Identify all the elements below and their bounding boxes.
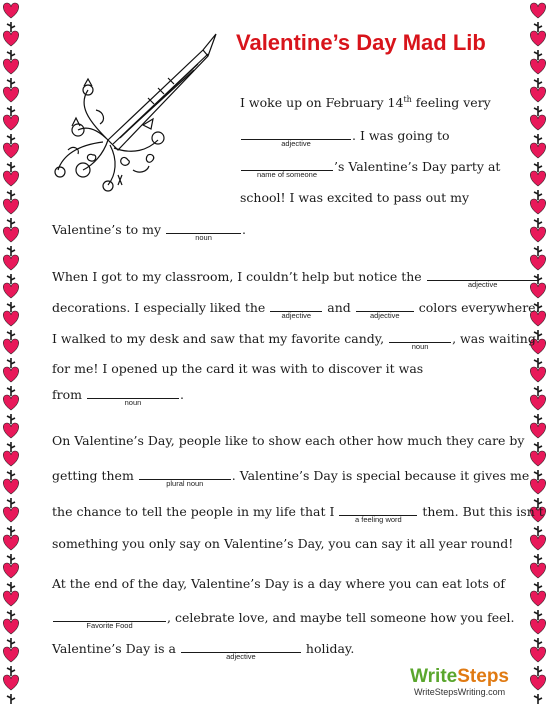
- text-line: [52, 609, 515, 630]
- text-line: [52, 361, 423, 377]
- heart-icon: [3, 451, 18, 466]
- fill-in-blank[interactable]: [241, 127, 351, 148]
- page-title: Valentine’s Day Mad Lib: [236, 30, 486, 55]
- heart-icon: [3, 423, 18, 438]
- vine-stem-icon: [7, 442, 15, 452]
- text-line: [240, 127, 450, 148]
- blank-hint-label: adjective: [467, 280, 498, 289]
- text-segment: ’s Valentine’s Day party at: [334, 159, 501, 174]
- vine-stem-icon: [7, 134, 15, 144]
- heart-icon: [530, 87, 545, 102]
- blank-hint-label: adjective: [226, 652, 256, 661]
- vine-stem-icon: [534, 386, 542, 396]
- fill-in-blank[interactable]: [87, 386, 179, 407]
- vine-stem-icon: [534, 442, 542, 452]
- text-line: [240, 158, 501, 179]
- text-line: [52, 268, 540, 289]
- vine-stem-icon: [7, 78, 15, 88]
- text-line: [52, 576, 505, 592]
- heart-icon: [3, 59, 18, 74]
- vine-stem-icon: [7, 106, 15, 116]
- blank-hint-label: plural noun: [166, 479, 204, 488]
- vine-stem-icon: [534, 414, 542, 424]
- vine-stem-icon: [7, 302, 15, 312]
- vine-stem-icon: [534, 526, 542, 536]
- vine-stem-icon: [534, 358, 542, 368]
- fill-in-blank[interactable]: [339, 503, 417, 524]
- vine-stem-icon: [534, 218, 542, 228]
- blank-hint-label: noun: [124, 398, 142, 407]
- heart-icon: [530, 143, 545, 158]
- vine-stem-icon: [7, 190, 15, 200]
- blank-hint-label: a feeling word: [355, 515, 402, 524]
- heart-icon: [530, 535, 545, 550]
- vine-stem-icon: [7, 50, 15, 60]
- writesteps-logo: [410, 667, 509, 697]
- heart-icon: [3, 171, 18, 186]
- vine-stem-icon: [534, 50, 542, 60]
- heart-icon: [3, 227, 18, 242]
- heart-icon: [530, 395, 545, 410]
- text-segment: When I got to my classroom, I couldn’t help but notice the: [52, 269, 426, 284]
- text-segment: I walked to my desk and saw that my favorite candy,: [52, 331, 389, 346]
- text-segment: feeling very: [411, 95, 491, 110]
- pencil-doodle-illustration: [48, 30, 223, 195]
- heart-icon: [3, 507, 18, 522]
- text-segment: . Valentine’s Day is special because it gives me: [231, 468, 530, 483]
- heart-icon: [3, 3, 18, 18]
- vine-stem-icon: [534, 106, 542, 116]
- text-segment: the chance to tell the people in my life that I: [52, 504, 339, 519]
- vine-stem-icon: [7, 610, 15, 620]
- vine-stem-icon: [534, 554, 542, 564]
- vine-stem-icon: [7, 162, 15, 172]
- heart-icon: [3, 591, 18, 606]
- vine-stem-icon: [7, 218, 15, 228]
- text-segment: school! I was excited to pass out my: [240, 190, 470, 205]
- text-segment: colors everywhere.: [414, 300, 540, 315]
- fill-in-blank[interactable]: [53, 609, 166, 630]
- text-line: [52, 467, 530, 488]
- text-line: [52, 299, 540, 320]
- heart-icon: [530, 423, 545, 438]
- heart-icon: [530, 647, 545, 662]
- vine-stem-icon: [7, 526, 15, 536]
- fill-in-blank[interactable]: [427, 268, 539, 289]
- text-segment: .: [179, 387, 184, 402]
- blank-hint-label: adjective: [281, 311, 312, 320]
- vine-stem-icon: [534, 694, 542, 704]
- text-segment: Valentine’s Day is a: [52, 641, 180, 656]
- text-segment: them. But this isn’t: [418, 504, 544, 519]
- heart-icon: [3, 255, 18, 270]
- text-line: [240, 95, 491, 111]
- vine-stem-icon: [7, 246, 15, 256]
- text-segment: holiday.: [301, 641, 355, 656]
- fill-in-blank[interactable]: [270, 299, 322, 320]
- vine-stem-icon: [534, 582, 542, 592]
- blank-hint-label: noun: [195, 233, 212, 242]
- heart-icon: [3, 395, 18, 410]
- heart-icon: [3, 143, 18, 158]
- text-segment: for me! I opened up the card it was with to discover it was: [52, 361, 424, 376]
- heart-icon: [530, 3, 545, 18]
- vine-stem-icon: [7, 22, 15, 32]
- vine-stem-icon: [7, 358, 15, 368]
- heart-icon: [3, 87, 18, 102]
- heart-icon: [3, 367, 18, 382]
- heart-icon: [3, 283, 18, 298]
- text-segment: Valentine’s to my: [52, 222, 166, 237]
- fill-in-blank[interactable]: [356, 299, 414, 320]
- heart-icon: [530, 479, 545, 494]
- heart-icon: [530, 171, 545, 186]
- heart-icon: [3, 563, 18, 578]
- fill-in-blank[interactable]: [166, 221, 241, 242]
- vine-stem-icon: [7, 470, 15, 480]
- vine-stem-icon: [7, 582, 15, 592]
- heart-icon: [530, 199, 545, 214]
- text-segment: , was waiting: [452, 331, 536, 346]
- text-segment: At the end of the day, Valentine’s Day is a day where you can eat lots of: [52, 576, 505, 591]
- heart-icon: [530, 563, 545, 578]
- fill-in-blank[interactable]: [241, 158, 333, 179]
- text-segment: .: [242, 222, 247, 237]
- vine-stem-icon: [534, 610, 542, 620]
- text-segment: something you only say on Valentine’s Day, you can say it all year round!: [52, 536, 514, 551]
- heart-icon: [3, 647, 18, 662]
- logo-steps: Steps: [457, 666, 509, 687]
- blank-hint-label: Favorite Food: [86, 621, 133, 630]
- vine-stem-icon: [7, 274, 15, 284]
- vine-stem-icon: [7, 666, 15, 676]
- heart-icon: [530, 591, 545, 606]
- text-segment: On Valentine’s Day, people like to show each other how much they care by: [52, 433, 525, 448]
- text-segment: , celebrate love, and maybe tell someone how you feel.: [167, 610, 515, 625]
- fill-in-blank[interactable]: [139, 467, 231, 488]
- vine-stem-icon: [534, 666, 542, 676]
- heart-icon: [530, 59, 545, 74]
- text-segment: from: [52, 387, 86, 402]
- vine-stem-icon: [534, 190, 542, 200]
- heart-icon: [3, 535, 18, 550]
- text-line: [52, 536, 513, 552]
- heart-icon: [530, 367, 545, 382]
- heart-icon: [3, 619, 18, 634]
- heart-icon: [530, 115, 545, 130]
- text-line: [52, 503, 544, 524]
- heart-icon: [3, 311, 18, 326]
- vine-stem-icon: [534, 246, 542, 256]
- vine-stem-icon: [534, 638, 542, 648]
- heart-icon: [530, 31, 545, 46]
- blank-hint-label: adjective: [369, 311, 400, 320]
- text-segment: getting them: [52, 468, 138, 483]
- vine-stem-icon: [7, 694, 15, 704]
- text-line: [52, 433, 525, 449]
- vine-stem-icon: [7, 638, 15, 648]
- text-line: [52, 330, 536, 351]
- heart-icon: [3, 479, 18, 494]
- text-segment: . I was going to: [352, 128, 450, 143]
- blank-hint-label: adjective: [281, 139, 311, 148]
- vine-stem-icon: [7, 386, 15, 396]
- blank-hint-label: noun: [411, 342, 429, 351]
- heart-icon: [530, 227, 545, 242]
- heart-icon: [530, 619, 545, 634]
- heart-icon: [3, 339, 18, 354]
- heart-icon: [3, 115, 18, 130]
- text-line: [240, 190, 469, 206]
- blank-hint-label: name of someone: [256, 170, 318, 179]
- vine-stem-icon: [534, 162, 542, 172]
- vine-stem-icon: [534, 22, 542, 32]
- text-line: [52, 640, 355, 661]
- superscript: th: [403, 94, 412, 104]
- logo-write: Write: [410, 666, 458, 687]
- heart-icon: [3, 31, 18, 46]
- text-segment: decorations. I especially liked the: [52, 300, 270, 315]
- logo-url: WriteStepsWriting.com: [413, 687, 506, 697]
- text-line: [52, 386, 184, 407]
- text-segment: and: [323, 300, 355, 315]
- vine-stem-icon: [7, 330, 15, 340]
- logo-brand: [410, 667, 509, 687]
- fill-in-blank[interactable]: [181, 640, 301, 661]
- heart-icon: [530, 451, 545, 466]
- text-line: [52, 221, 247, 242]
- vine-stem-icon: [534, 78, 542, 88]
- heart-border-right: [527, 0, 549, 708]
- vine-stem-icon: [534, 470, 542, 480]
- vine-stem-icon: [7, 414, 15, 424]
- text-segment: I woke up on February 14: [240, 95, 404, 110]
- heart-icon: [530, 675, 545, 690]
- vine-stem-icon: [7, 498, 15, 508]
- heart-icon: [3, 675, 18, 690]
- vine-stem-icon: [534, 134, 542, 144]
- heart-icon: [3, 199, 18, 214]
- vine-stem-icon: [7, 554, 15, 564]
- fill-in-blank[interactable]: [389, 330, 451, 351]
- heart-border-left: [0, 0, 22, 708]
